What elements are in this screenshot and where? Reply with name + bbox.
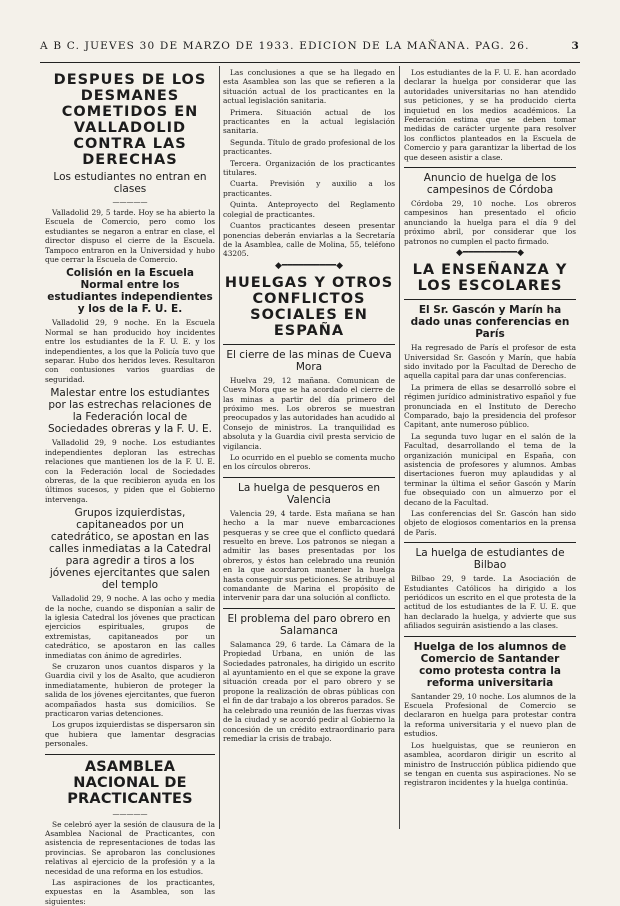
article-text: Se celebró ayer la sesión de clausura de la Asamblea Nacional de Practicantes, con asistencia de representaciones de todas las provincias. Se aprobaron las conclusiones relativas al ejercicio de la profesión y a la necesidad de una reforma en los estudios.	[45, 819, 215, 876]
subheadline: Los estudiantes no entran en clases	[53, 171, 207, 195]
article-text: Ha regresado de París el profesor de esta Universidad Sr. Gascón y Marín, que había sido invitado por la Facultad de Derecho de aquella capital para dar unas conferencias.	[404, 343, 576, 381]
article-text: Cuantos practicantes deseen presentar ponencias deberán enviarlas a la Secretaría de la Asamblea, calle de Molina, 55, teléfono 43205.	[223, 221, 395, 259]
section-rule	[404, 542, 576, 543]
headline-paro-obrero: El problema del paro obrero en Salamanca	[227, 612, 391, 637]
article-text: Salamanca 29, 6 tarde. La Cámara de la Propiedad Urbana, en unión de las Sociedades patronales, ha dirigido un escrito al ayuntamiento en el que se expone la grave situación creada por el paro obrero y se propone la realización de obras públicas con el fin de dar trabajo a los obreros parados. Se ha celebrado una reunión de las fuerzas vivas de la ciudad y se acordó pedir al Gobierno la concesión de un crédito extraordinario para remediar la crisis de trabajo.	[223, 639, 395, 743]
article-text: Las conferencias del Sr. Gascón han sido objeto de elogiosos comentarios en la prensa de París.	[404, 509, 576, 537]
article-text: Los huelguistas, que se reunieron en asamblea, acordaron dirigir un escrito al ministro de Instrucción pública pidiendo que se tengan en cuenta sus aspiraciones. No se registraron incidentes y la huelga continúa.	[404, 740, 576, 788]
section-rule	[404, 299, 576, 300]
section-rule	[404, 167, 576, 168]
ornament: —————	[112, 198, 148, 206]
article-text: Las conclusiones a que se ha llegado en esta Asamblea son las que se refieren a la situación actual de los practicantes en la actual legislación sanitaria.	[223, 68, 395, 106]
article-text: Cuarta. Previsión y auxilio a los practicantes.	[223, 179, 395, 198]
headline-campesinos-cordoba: Anuncio de huelga de los campesinos de Córdoba	[423, 172, 557, 197]
column-divider	[399, 66, 400, 829]
article-text: Santander 29, 10 noche. Los alumnos de la Escuela Profesional de Comercio se declararon en huelga para protestar contra la reforma universitaria y el nuevo plan de estudios.	[404, 691, 576, 739]
article-text: Valladolid 29, 9 noche. En la Escuela Normal se han producido hoy incidentes entre los estudiantes de la F. U. E. y los independientes, a los que la Policía tuvo que separar. Hubo dos heridos leves. Resultaron con contusiones varios guardias de seguridad.	[45, 318, 215, 384]
article-text: Segunda. Título de grado profesional de los practicantes.	[223, 137, 395, 157]
headline-escuela-normal: Colisión en la Escuela Normal entre los estudiantes independientes y los de la F. U. E.	[47, 267, 213, 316]
headline-huelgas: HUELGAS Y OTROS CONFLICTOS SOCIALES EN ESPAÑA	[224, 274, 394, 339]
article-text: Lo ocurrido en el pueblo se comenta mucho en los círculos obreros.	[223, 452, 395, 472]
column-3	[404, 68, 576, 827]
headline-gascon-marin: El Sr. Gascón y Marín ha dado unas conferencias en París	[410, 304, 570, 341]
article-text: Valladolid 29, 9 noche. A las ocho y media de la noche, cuando se disponían a salir de la iglesia Catedral los jóvenes que practican ejercicios espirituales, grupos de extremistas, capitaneados por un catedrático, se apostaron en las calles inmediatas con ánimo de agredirles.	[45, 594, 215, 660]
article-text: Se cruzaron unos cuantos disparos y la Guardia civil y los de Asalto, que acudieron inmediatamente, hubieron de proteger la salida de los jóvenes ejercitantes, que fueron acompañados hasta sus domicilios. Se practicaron varias detenciones.	[45, 661, 215, 718]
ornament: ◆━━━━━━━━━━◆	[455, 248, 525, 259]
article-text: Quinta. Anteproyecto del Reglamento colegial de practicantes.	[223, 200, 395, 219]
headline-grupos-izquierdistas: Grupos izquierdistas, capitaneados por un catedrático, se apostan en las calles inmediatas a la Catedral para agredir a tiros a los jóvenes ejercitantes que salen del templo	[48, 507, 212, 592]
section-rule	[45, 754, 215, 755]
header-line: A B C. JUEVES 30 DE MARZO DE 1933. EDICION DE LA MAÑANA. PAG. 26.	[40, 40, 530, 52]
headline-asamblea-practicantes: ASAMBLEA NACIONAL DE PRACTICANTES	[67, 758, 193, 807]
headline-valladolid: DESPUES DE LOS DESMANES COMETIDOS EN VALLADOLID CONTRA LAS DERECHAS	[53, 72, 207, 168]
article-text: Los grupos izquierdistas se dispersaron sin que hubiera que lamentar desgracias personales.	[45, 720, 215, 749]
article-text: Las aspiraciones de los practicantes, expuestas en la Asamblea, son las siguientes:	[45, 878, 215, 906]
section-rule	[404, 636, 576, 637]
article-text: Primera. Situación actual de los practicantes en la actual legislación sanitaria.	[223, 107, 395, 136]
headline-comercio-santander: Huelga de los alumnos de Comercio de Santander como protesta contra la reforma universitaria	[413, 640, 567, 689]
headline-pesqueros: La huelga de pesqueros en Valencia	[237, 481, 381, 506]
article-text: Huelva 29, 12 mañana. Comunican de Cueva Mora que se ha acordado el cierre de las minas a partir del día primero del próximo mes. Los obreros se muestran preocupados y las autoridades han acudido al Consejo de ministros. La tranquilidad es absoluta y la Guardia civil presta servicio de vigilancia.	[223, 375, 395, 451]
headline-huelga-bilbao: La huelga de estudiantes de Bilbao	[415, 547, 565, 572]
article-text: Valladolid 29, 5 tarde. Hoy se ha abierto la Escuela de Comercio, pero como los estudiantes se negaron a entrar en clase, el director dispuso el cierre de la Escuela. Tampoco entraron en la Universidad y hubo que cerrar la Escuela de Comercio.	[45, 208, 215, 265]
article-text: Los estudiantes de la F. U. E. han acordado declarar la huelga por considerar que las autoridades universitarias no han atendido sus peticiones, y se ha producido cierta inquietud en los medios académicos. La Federación estima que se deben tomar medidas de carácter urgente para resolver los conflictos planteados en la Escuela de Comercio y para garantizar la libertad de los que deseen asistir a clase.	[404, 68, 576, 162]
article-text: Valladolid 29, 9 noche. Los estudiantes independientes deploran las estrechas relaciones que mantienen los de la F. U. E. con la Federación local de Sociedades obreras, de la que recibieron ayuda en los últimos sucesos, y piden que el Gobierno intervenga.	[45, 438, 215, 504]
section-rule	[223, 344, 395, 345]
ornament: ◆━━━━━━━━━━◆	[274, 260, 344, 271]
header-rule	[40, 62, 580, 63]
headline-ensenanza: LA ENSEÑANZA Y LOS ESCOLARES	[412, 262, 568, 295]
column-1	[45, 68, 215, 906]
section-rule	[223, 608, 395, 609]
article-text: La primera de ellas se desarrolló sobre el régimen jurídico administrativo español y fue pronunciada en el Instituto de Derecho Comparado, bajo la presidencia del profesor Capitant, ante numeroso público.	[404, 382, 576, 430]
article-text: La segunda tuvo lugar en el salón de la Facultad, desarrollando el tema de la organización municipal en España, con asistencia de profesores y alumnos. Ambas disertaciones fueron muy aplaudidas y al terminar la última el señor Gascón y Marín fue obsequiado con un almuerzo por el decano de la Facultad.	[404, 431, 576, 507]
headline-malestar: Malestar entre los estudiantes por las estrechas relaciones de la Federación local de Sociedades obreras y la F. U. E.	[47, 387, 213, 436]
article-text: Tercera. Organización de los practicantes titulares.	[223, 158, 395, 178]
article-text: Valencia 29, 4 tarde. Esta mañana se han hecho a la mar nueve embarcaciones pesqueras y se cree que el conflicto quedará resuelto en breve. Los patronos se niegan a admitir las bases presentadas por los obreros, y éstos han celebrado una reunión en la que acordaron mantener la huelga hasta conseguir sus peticiones. Se atribuye al comandante de Marina el propósito de intervenir para dar una solución al conflicto.	[223, 508, 395, 603]
subheadline: El cierre de las minas de Cueva Mora	[226, 348, 392, 373]
ornament: —————	[112, 809, 148, 818]
column-2	[223, 68, 395, 827]
section-rule	[223, 477, 395, 478]
page-number: 3	[571, 40, 580, 52]
article-text: Bilbao 29, 9 tarde. La Asociación de Estudiantes Católicos ha dirigido a los periódicos un escrito en el que protesta de la actitud de los estudiantes de la F. U. E. que han declarado la huelga, y advierte que sus afiliados seguirán asistiendo a las clases.	[404, 574, 576, 631]
column-divider	[219, 66, 220, 829]
article-text: Córdoba 29, 10 noche. Los obreros campesinos han presentado el oficio anunciando la huelga para el día 9 del próximo abril, por considerar que los patronos no cumplen el pacto firmado.	[404, 199, 576, 246]
page-header	[40, 40, 580, 60]
